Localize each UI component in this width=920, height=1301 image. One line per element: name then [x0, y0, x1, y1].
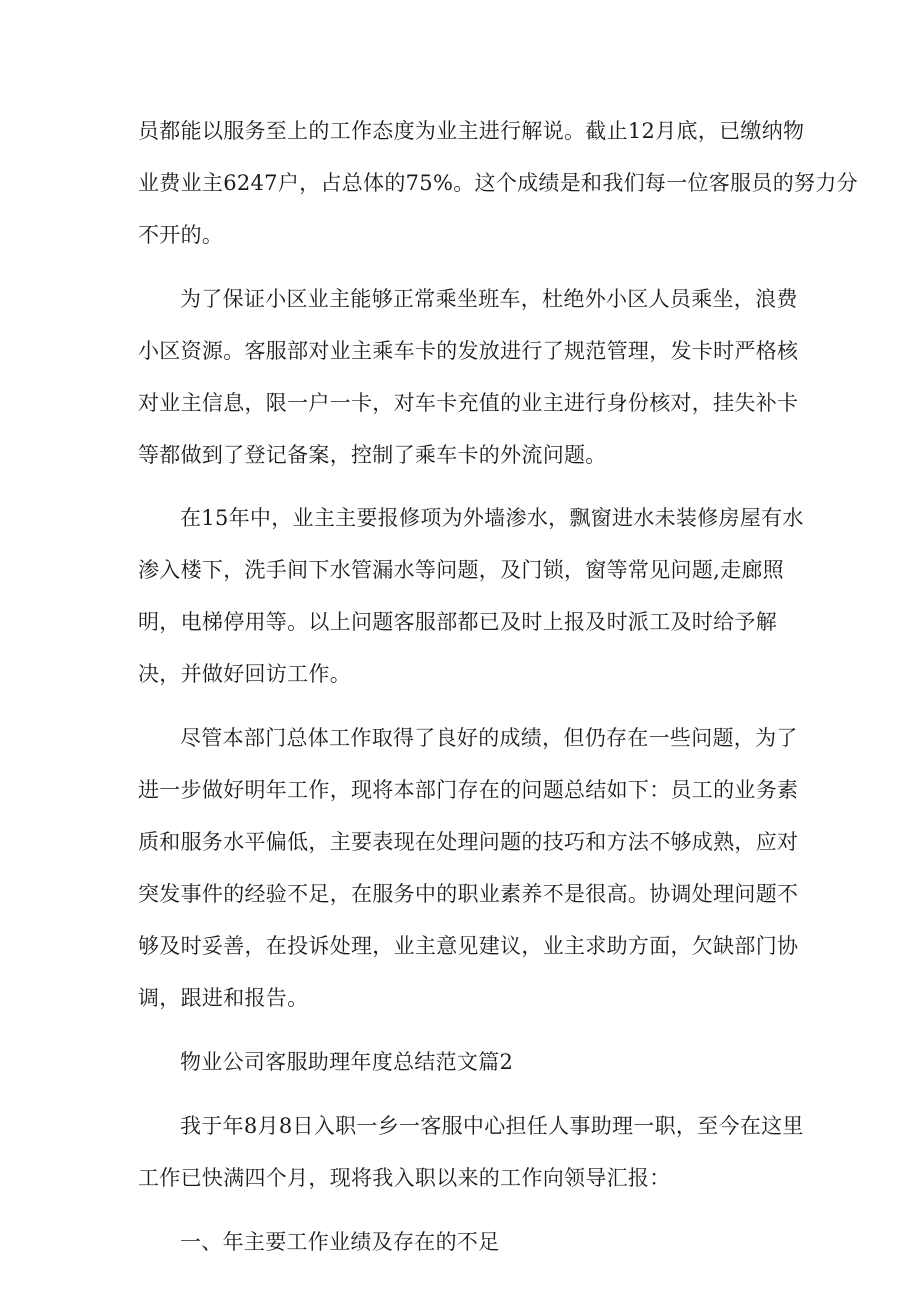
paragraph-line: 质和服务水平偏低，主要表现在处理问题的技巧和方法不够成熟，应对 [138, 830, 799, 854]
paragraph-line: 对业主信息，限一户一卡，对车卡充值的业主进行身份核对，挂失补卡 [138, 391, 799, 415]
paragraph-line: 明，电梯停用等。以上问题客服部都已及时上报及时派工及时给予解 [138, 610, 777, 634]
paragraph-line: 进一步做好明年工作，现将本部门存在的问题总结如下：员工的业务素 [138, 778, 799, 802]
section-heading: 物业公司客服助理年度总结范文篇2 [180, 1050, 514, 1074]
paragraph-line: 工作已快满四个月，现将我入职以来的工作向领导汇报： [138, 1166, 671, 1190]
paragraph-line: 渗入楼下，洗手间下水管漏水等问题，及门锁，窗等常见问题,走廊照 [138, 558, 784, 582]
paragraph-line: 在15年中，业主主要报修项为外墙渗水，飘窗进水未装修房屋有水 [180, 506, 804, 530]
paragraph-line: 业费业主6247户，占总体的75%。这个成绩是和我们每一位客服员的努力分 [138, 171, 858, 195]
paragraph-line: 小区资源。客服部对业主乘车卡的发放进行了规范管理，发卡时严格核 [138, 339, 799, 363]
paragraph-line: 员都能以服务至上的工作态度为业主进行解说。截止12月底，已缴纳物 [138, 119, 805, 143]
paragraph-line: 突发事件的经验不足，在服务中的职业素养不是很高。协调处理问题不 [138, 882, 799, 906]
paragraph-line: 等都做到了登记备案，控制了乘车卡的外流问题。 [138, 443, 607, 467]
paragraph-line: 我于年8月8日入职一乡一客服中心担任人事助理一职，至今在这里 [180, 1114, 804, 1138]
paragraph-line: 尽管本部门总体工作取得了良好的成绩，但仍存在一些问题，为了 [180, 726, 798, 750]
paragraph-line: 决，并做好回访工作。 [138, 662, 351, 686]
paragraph-line: 为了保证小区业主能够正常乘坐班车，杜绝外小区人员乘坐，浪费 [180, 287, 798, 311]
subsection-heading: 一、年主要工作业绩及存在的不足 [180, 1230, 500, 1254]
paragraph-line: 够及时妥善，在投诉处理，业主意见建议，业主求助方面，欠缺部门协 [138, 934, 799, 958]
paragraph-line: 调，跟进和报告。 [138, 986, 309, 1010]
paragraph-line: 不开的。 [138, 223, 224, 247]
